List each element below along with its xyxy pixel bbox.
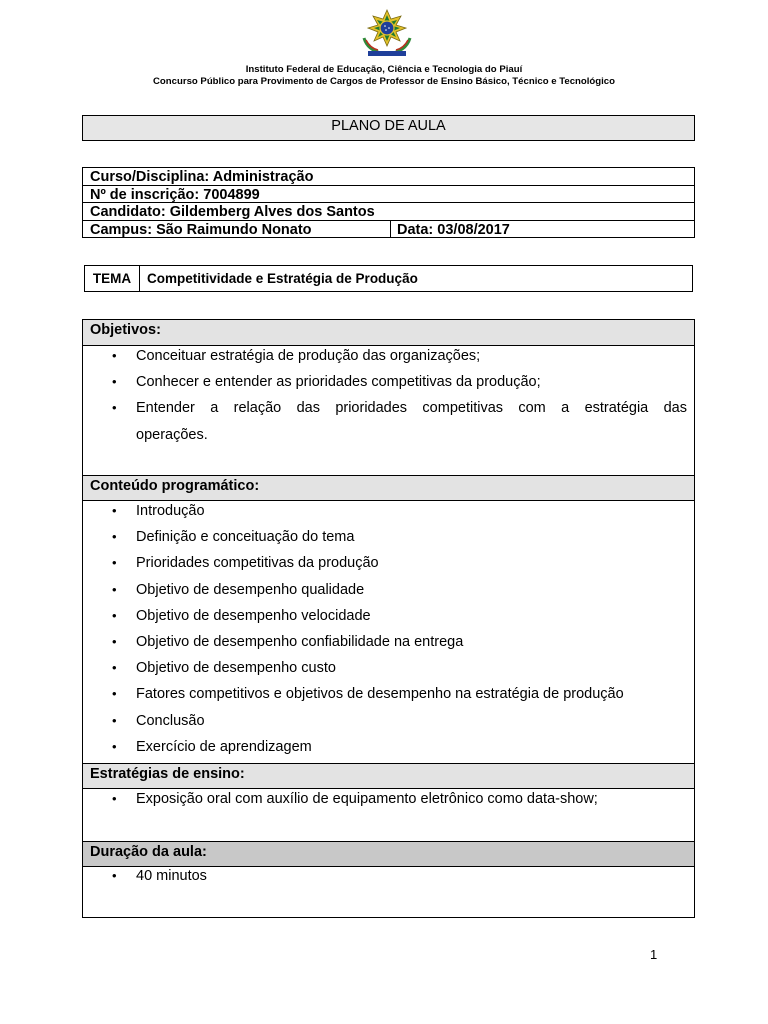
contest-name: Concurso Público para Provimento de Cargos de Professor de Ensino Básico, Técnico e Tecnológico: [152, 76, 616, 87]
institution-name: Instituto Federal de Educação, Ciência e Tecnologia do Piauí: [245, 64, 523, 75]
list-item: • Conhecer e entender as prioridades competitivas da produção;: [83, 369, 694, 395]
page-title: PLANO DE AULA: [82, 115, 695, 141]
estrategias-heading: Estratégias de ensino:: [83, 763, 694, 789]
list-item: • Objetivo de desempenho confiabilidade na entrega: [83, 629, 694, 655]
list-item: • Entender a relação das prioridades competitivas com a estratégia das: [83, 395, 694, 421]
list-item: • Exposição oral com auxílio de equipamento eletrônico como data-show;: [83, 786, 694, 812]
list-item: • Objetivo de desempenho qualidade: [83, 577, 694, 603]
date-cell: Data: 03/08/2017: [397, 221, 510, 238]
list-item: • Exercício de aprendizagem: [83, 734, 694, 760]
list-item: • Conclusão: [83, 708, 694, 734]
candidate-info-table: [82, 167, 695, 238]
duracao-heading: Duração da aula:: [83, 841, 694, 867]
list-item: • 40 minutos: [83, 863, 694, 889]
list-item: • Fatores competitivos e objetivos de desempenho na estratégia de produção: [83, 681, 694, 707]
brazil-coat-of-arms-icon: [358, 8, 416, 60]
page-number: 1: [650, 947, 658, 962]
campus-cell: Campus: São Raimundo Nonato: [90, 221, 312, 238]
duracao-list: [83, 863, 694, 889]
tema-table: [84, 265, 693, 292]
tema-label: TEMA: [85, 266, 140, 291]
list-item-continuation: operações.: [136, 426, 208, 443]
lesson-plan-table: [82, 319, 695, 918]
tema-value: Competitividade e Estratégia de Produção: [147, 271, 418, 286]
conteudo-heading: Conteúdo programático:: [83, 475, 694, 501]
list-item: • Objetivo de desempenho velocidade: [83, 603, 694, 629]
list-item: • Definição e conceituação do tema: [83, 524, 694, 550]
objetivos-heading: Objetivos:: [83, 320, 694, 346]
list-item: • Objetivo de desempenho custo: [83, 655, 694, 681]
list-item: • Introdução: [83, 498, 694, 524]
curso-row: Curso/Disciplina: Administração: [83, 168, 694, 186]
conteudo-list: [83, 498, 694, 760]
list-item: • Conceituar estratégia de produção das organizações;: [83, 343, 694, 369]
estrategias-list: [83, 786, 694, 812]
inscricao-row: Nº de inscrição: 7004899: [83, 186, 694, 204]
column-divider: [390, 220, 391, 238]
list-item: • Prioridades competitivas da produção: [83, 550, 694, 576]
candidato-row: Candidato: Gildemberg Alves dos Santos: [83, 203, 694, 221]
objetivos-list: [83, 343, 694, 448]
